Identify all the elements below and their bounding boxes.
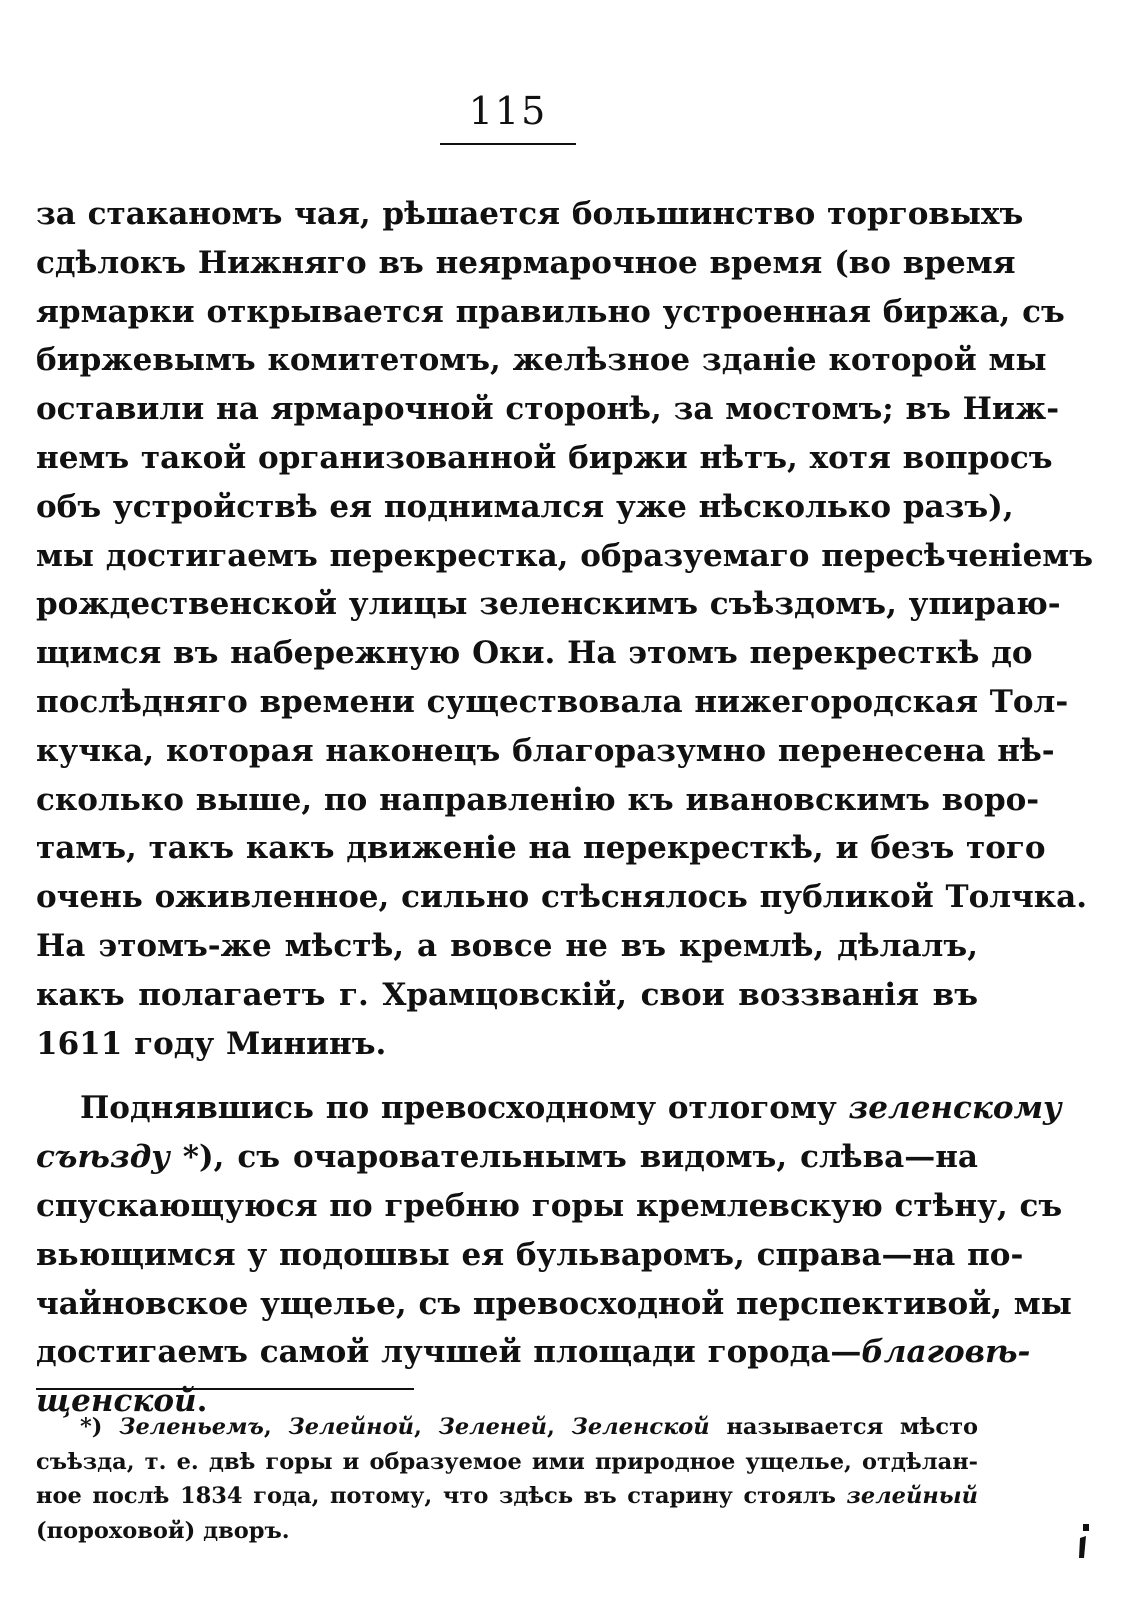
text-run: *), съ очаровательнымъ видомъ, слѣва—на: [169, 1139, 978, 1176]
footnote-marker: *): [80, 1414, 120, 1440]
text-line: объ устройствѣ ея поднимался уже нѣсколько разъ),: [36, 488, 1014, 525]
italic-term: зелейный: [846, 1483, 978, 1509]
text-line: [36, 1328, 1031, 1377]
text-run: Поднявшись по превосходному отлогому: [80, 1090, 849, 1127]
text-line: рождественской улицы зеленскимъ съѣздомъ, упираю-: [36, 586, 1061, 623]
text-run: достигаемъ самой лучшей площади города—: [36, 1334, 862, 1371]
text-line: чайновское ущелье, съ превосходной перспективой, мы: [36, 1285, 1072, 1322]
footnote-line: (пороховой) дворъ.: [36, 1517, 290, 1544]
footnote: [36, 1410, 978, 1548]
text-run: называется мѣсто: [709, 1414, 979, 1440]
text-line: сколько выше, по направленiю къ ивановскимъ воро-: [36, 781, 1040, 818]
text-run: ,: [547, 1414, 572, 1440]
text-line: щимся въ набережную Оки. На этомъ перекресткѣ до: [36, 635, 1033, 672]
text-line: [36, 1133, 978, 1182]
text-line: биржевымъ комитетомъ, желѣзное зданiе которой мы: [36, 342, 1047, 379]
text-run: ,: [413, 1414, 439, 1440]
text-line: за стаканомъ чая, рѣшается большинство торговыхъ: [36, 196, 1024, 232]
text-line: кучка, которая наконецъ благоразумно перенесена нѣ-: [36, 732, 1055, 769]
text-line: тамъ, такъ какъ движенiе на перекресткѣ, и безъ того: [36, 830, 1046, 867]
italic-term: Зеленей: [438, 1414, 547, 1440]
text-run: .: [196, 1383, 208, 1420]
text-line: [36, 1084, 1062, 1133]
footnote-line: съѣзда, т. е. двѣ горы и образуемое ими природное ущелье, отдѣлан-: [36, 1448, 978, 1475]
text-line: оставили на ярмарочной сторонѣ, за мостомъ; въ Ниж-: [36, 391, 1060, 428]
text-line: немъ такой организованной биржи нѣтъ, хотя вопросъ: [36, 439, 1053, 476]
text-line: На этомъ-же мѣстѣ, а вовсе не въ кремлѣ, дѣлалъ,: [36, 927, 978, 964]
italic-term: съѣзду: [36, 1139, 170, 1176]
scan-speck-mark: [1078, 1524, 1090, 1558]
italic-term: Зеленьемъ: [119, 1414, 264, 1440]
text-line: сдѣлокъ Нижняго въ неярмарочное время (во время: [36, 244, 1016, 281]
text-run: ,: [263, 1414, 289, 1440]
text-line: вьющимся у подошвы ея бульваромъ, справа—на по-: [36, 1236, 1024, 1273]
page-number-rule: [440, 143, 576, 145]
text-line: очень оживленное, сильно стѣснялось публикой Толчка.: [36, 879, 1088, 916]
text-line: мы достигаемъ перекрестка, образуемаго пересѣченiемъ: [36, 537, 1094, 574]
page-number: 115: [468, 89, 548, 133]
italic-term: зеленскому: [848, 1090, 1062, 1127]
text-line: послѣдняго времени существовала нижегородская Тол-: [36, 683, 1069, 720]
italic-term: Зелейной: [288, 1414, 414, 1440]
main-text: [36, 190, 1094, 1426]
italic-term: щенской: [36, 1383, 197, 1420]
text-run: ное послѣ 1834 года, потому, что здѣсь въ старину стоялъ: [36, 1483, 847, 1509]
footnote-rule: [36, 1388, 414, 1390]
footnote-line: [36, 1479, 978, 1514]
text-line: спускающуюся по гребню горы кремлевскую стѣну, съ: [36, 1187, 1063, 1224]
text-line: ярмарки открывается правильно устроенная биржа, съ: [36, 293, 1065, 330]
paragraph-gap: [36, 1068, 978, 1084]
text-line: какъ полагаетъ г. Храмцовскiй, свои воззванiя въ: [36, 976, 978, 1013]
italic-term: Зеленской: [571, 1414, 710, 1440]
italic-term: благовѣ-: [861, 1334, 1031, 1371]
text-line: 1611 году Мининъ.: [36, 1025, 387, 1062]
footnote-line: [36, 1410, 978, 1445]
